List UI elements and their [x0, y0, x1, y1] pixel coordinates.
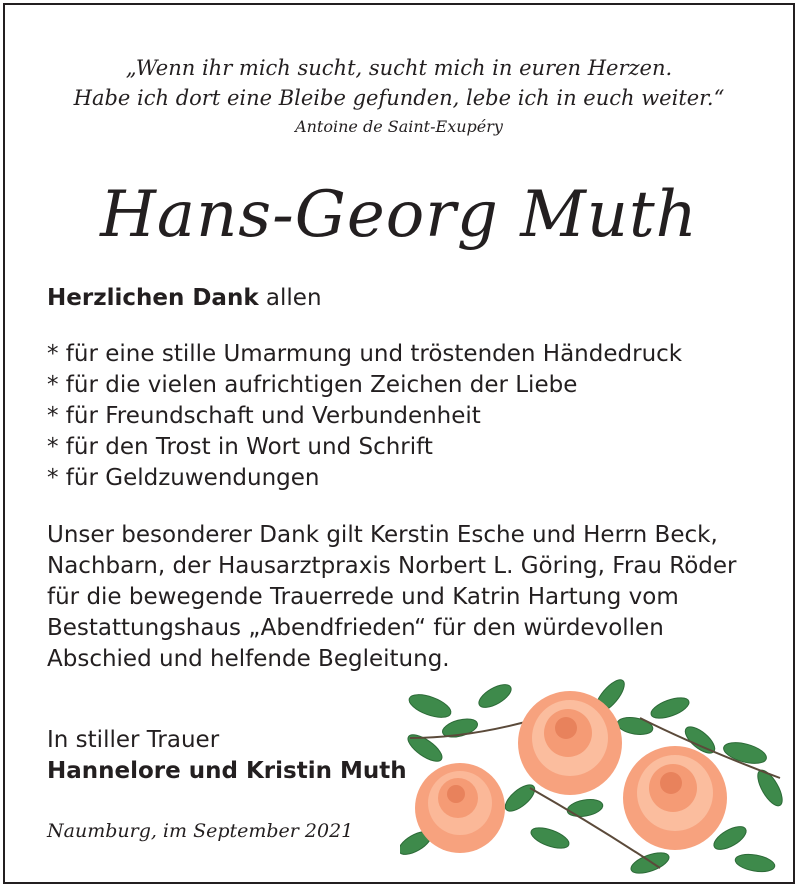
list-item: * für die vielen aufrichtigen Zeichen der Liebe: [47, 372, 578, 398]
quote-author: Antoine de Saint-Exupéry: [295, 117, 503, 136]
signature-intro: In stiller Trauer: [47, 727, 220, 753]
paragraph-line: Abschied und helfende Begleitung.: [47, 646, 450, 672]
paragraph-line: Nachbarn, der Hausarztpraxis Norbert L. Göring, Frau Röder: [47, 553, 737, 579]
thanks-list: [47, 339, 682, 494]
rose-1: [415, 763, 505, 853]
roses-illustration: [400, 678, 790, 883]
list-item: * für eine stille Umarmung und tröstenden Händedruck: [47, 341, 683, 367]
thanks-line: [47, 283, 322, 314]
place-date: Naumburg, im September 2021: [47, 820, 354, 842]
thanks-bold: Herzlichen Dank: [47, 285, 259, 311]
thanks-rest: allen: [258, 285, 322, 311]
list-item: * für den Trost in Wort und Schrift: [47, 434, 433, 460]
obituary-card: [3, 3, 795, 884]
list-item: * für Geldzuwendungen: [47, 465, 320, 491]
quote-line-2: Habe ich dort eine Bleibe gefunden, lebe ich in euch weiter.“: [73, 86, 725, 110]
list-item: * für Freundschaft und Verbundenheit: [47, 403, 481, 429]
rose-3: [623, 746, 727, 850]
quote-line-1: „Wenn ihr mich sucht, sucht mich in euren Herzen.: [125, 56, 673, 80]
signature-names: Hannelore und Kristin Muth: [47, 758, 407, 784]
paragraph-line: Unser besonderer Dank gilt Kerstin Esche und Herrn Beck,: [47, 522, 718, 548]
quote-block: [5, 53, 793, 113]
thanks-paragraph: [47, 520, 736, 675]
paragraph-line: Bestattungshaus „Abendfrieden“ für den würdevollen: [47, 615, 664, 641]
deceased-name: Hans-Georg Muth: [100, 178, 698, 252]
paragraph-line: für die bewegende Trauerrede und Katrin Hartung vom: [47, 584, 679, 610]
rose-2: [518, 691, 622, 795]
signature-block: [47, 725, 407, 787]
